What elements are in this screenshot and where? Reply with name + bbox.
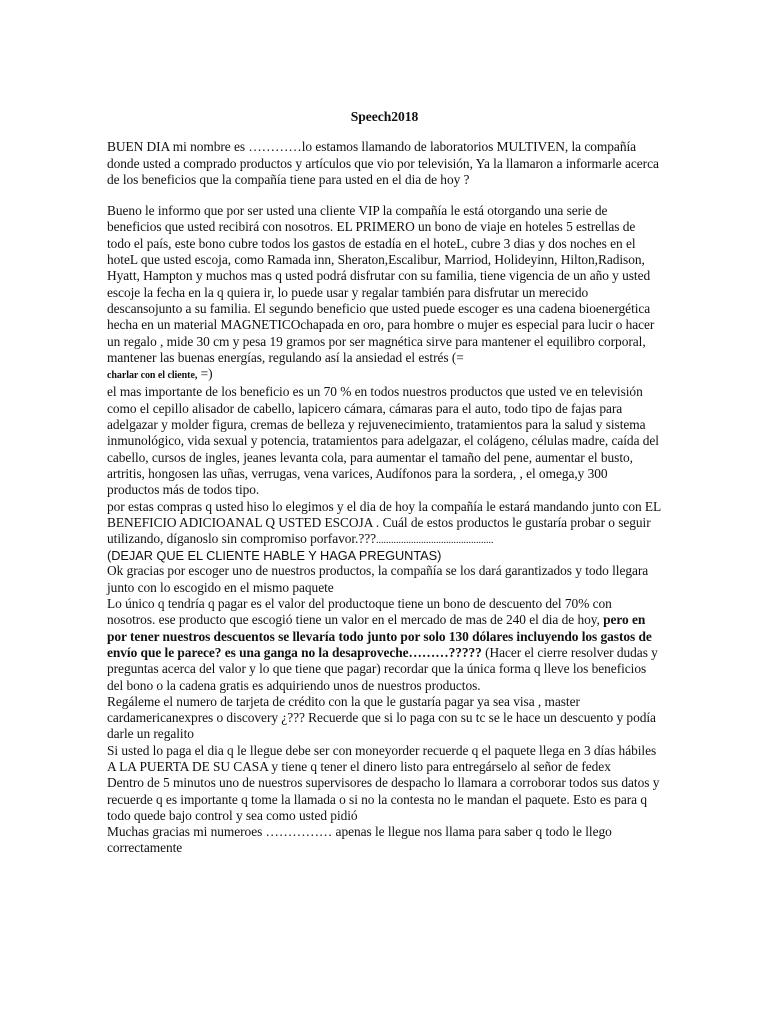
price-text: Lo único q tendría q pagar es el valor del productoque tiene un bono de descuento del 70% con nosotros. ese producto que escogió tiene un valor en el mercado de mas de 240 el dia de hoy, (107, 596, 612, 628)
card-paragraph: Regáleme el numero de tarjeta de crédito con la que le gustaría pagar ya sea visa , master cardamericanexpres o discovery ¿??? Recuerde que si lo paga con su tc se le hace un descuento y podía darle un regalito (107, 693, 656, 742)
discount-paragraph: el mas importante de los beneficio es un 70 % en todos nuestros productos que usted ve en televisión como el cepillo alisador de cabello, lapicero cámara, cámaras para el auto, todo tipo de fajas para adelgazar y molder figura, cremas de belleza y rejuvenecimiento, tratamientos para la salud y sistema inmunológico, vida sexual y potencia, tratamientos para adelgazar, el colágeno, células madre, caída del cabello, cursos de ingles, jeanes levanta cola, para aumentar el tamaño del pene, aumentar el busto, artritis, hongosen las uñas, verrugas, vena varices, Audífonos para la sordera, , el omega,y 300 productos más de todos tipo. (107, 384, 659, 498)
agent-instruction: (DEJAR QUE EL CLIENTE HABLE Y HAGA PREGUNTAS) (107, 548, 442, 564)
purchases-paragraph (107, 499, 662, 550)
document-page (107, 109, 662, 857)
paragraph-gap (107, 188, 662, 203)
price-paragraph (107, 596, 662, 694)
chat-note-end: =) (197, 366, 213, 382)
chat-note: charlar con el cliente, (107, 370, 198, 382)
price-bold-text: pero en por tener nuestros descuentos se llevaría todo junto por solo 130 dólares incluyendo los gastos de envío que le parece? es una ganga no la desaproveche………????? (107, 612, 652, 660)
intro-paragraph: BUEN DIA mi nombre es …………lo estamos llamando de laboratorios MULTIVEN, la compañía donde usted a comprado productos y artículos que vio por televisión, Ya la llamaron a informarle acerca de los beneficios que la compañía tiene para usted en el dia de hoy ? (107, 139, 659, 187)
thanks-paragraph: Ok gracias por escoger uno de nuestros productos, la compañía se los dará garantizados y todo llegara junto con lo escogido en el mismo paquete (107, 563, 649, 595)
cod-paragraph: Si usted lo paga el dia q le llegue debe ser con moneyorder recuerde q el paquete llega en 3 días hábiles A LA PUERTA DE SU CASA y tiene q tener el dinero listo para entregárselo al señor de fedex (107, 742, 657, 774)
purchases-dots: ............................................... (376, 535, 494, 547)
supervisor-paragraph: Dentro de 5 minutos uno de nuestros supervisores de despacho lo llamara a corroborar todos sus datos y recuerde q es importante q tome la llamada o si no la contesta no le mandan el paquete. Esto es para q todo quede bajo control y sea como usted pidió (107, 775, 660, 823)
benefits-paragraph (107, 203, 662, 384)
document-title: Speech2018 (350, 109, 419, 124)
price-text-end: (Hacer el cierre resolver dudas y preguntas acerca del valor y lo que tiene que pagar) recordar que la única forma q lleve los beneficios del bono o la cadena gratis es adquiriendo unos de nuestros productos. (107, 644, 658, 693)
purchases-text: por estas compras q usted hiso lo elegimos y el dia de hoy la compañía le estará mandando junto con EL BENEFICIO ADICIOANAL Q USTED ESCOJA . Cuál de estos productos le gustaría probar o seguir utilizando, díganoslo sin compromiso porfavor.??? (107, 498, 661, 547)
closing-paragraph: Muchas gracias mi numeroes …………… apenas le llegue nos llama para saber q todo le llego correctamente (107, 824, 612, 856)
benefits-text: Bueno le informo que por ser usted una cliente VIP la compañía le está otorgando una serie de beneficios que usted recibirá con nosotros. EL PRIMERO un bono de viaje en hoteles 5 estrellas de todo el país, este bono cubre todos los gastos de estadía en el hoteL, cubre 3 dias y dos noches en el hoteL que usted escoja, como Ramada inn, Sheraton,Escalibur, Marriod, Holideyinn, Hilton,Radison, Hyatt, Hampton y muchos mas q usted podrá disfrutar con su familia, tiene vigencia de un año y usted escoje la fecha en la q quiera ir, lo puede usar y regalar también para disfrutar un merecido descansojunto a su familia. El segundo beneficio que usted puede escoger es una cadena bioenergética hecha en un material MAGNETICOchapada en oro, para hombre o mujer es especial para lucir o hacer un regalo , mide 30 cm y pesa 19 gramos por ser magnética sirve para mantener el equilibro corporal, mantener las buenas energías, regulando así la ansiedad el estrés (= (107, 203, 655, 365)
